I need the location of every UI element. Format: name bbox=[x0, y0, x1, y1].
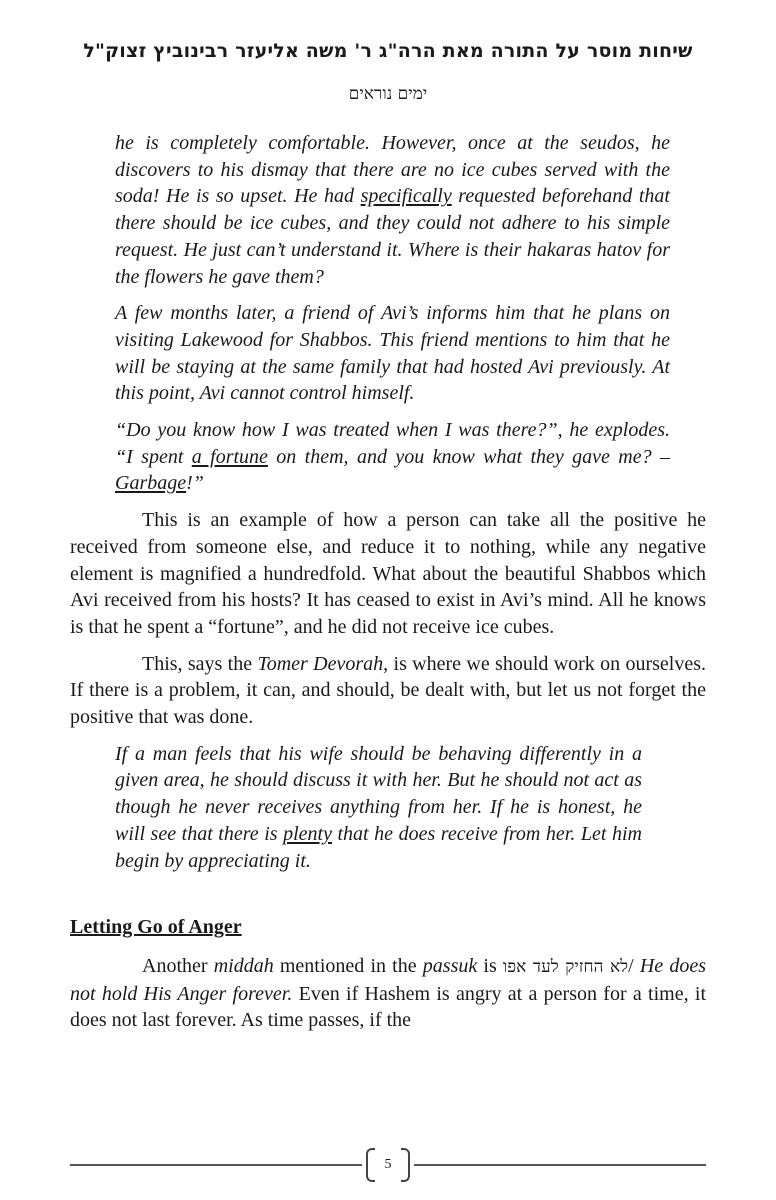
underlined-phrase: a fortune bbox=[191, 445, 268, 468]
hebrew-quote: לא החזיק לעד אפו bbox=[502, 956, 629, 977]
section-heading: Letting Go of Anger bbox=[70, 916, 242, 939]
right-bracket-icon bbox=[401, 1148, 410, 1182]
underlined-word: plenty bbox=[283, 822, 332, 845]
body-paragraph-3: Another middah mentioned in the passuk is לא החזיק לעד אפו/ He does not hold His Anger forever. Even if Hashem is angry at a person for a time, it does not last forever. As time passes, if the bbox=[70, 954, 706, 1032]
footer-rule-right bbox=[414, 1164, 706, 1166]
footer-rule-left bbox=[70, 1164, 362, 1166]
underlined-word: specifically bbox=[360, 185, 452, 208]
translation-italic: He does not hold His Anger forever. bbox=[70, 954, 706, 1005]
page-number-box bbox=[366, 1148, 410, 1182]
left-bracket-icon bbox=[366, 1148, 375, 1182]
page-body bbox=[70, 130, 706, 1044]
running-header-subtitle: ימים נוראים bbox=[348, 84, 428, 104]
quote-paragraph-1: he is completely comfortable. However, once at the seudos, he discovers to his dismay that there are no ice cubes served with the soda! He is so upset. He had specifically requested beforehand that there should be ice cubes, and they could not adhere to his simple request. He just can’t understand it. Where is their hakaras hatov for the flowers he gave them? bbox=[115, 132, 670, 288]
quote-paragraph-3: “Do you know how I was treated when I was there?”, he explodes. “I spent a fortune on them, and you know what they gave me? – Garbage!” bbox=[115, 419, 670, 495]
page-footer bbox=[70, 1148, 706, 1182]
quote-paragraph-4: If a man feels that his wife should be behaving differently in a given area, he should discuss it with her. But he should not act as though he never receives anything from her. If he is honest, he will see that there is plenty that he does receive from her. Let him begin by appreciating it. bbox=[115, 742, 642, 872]
book-title: Tomer Devorah bbox=[257, 652, 384, 675]
page-number: 5 bbox=[384, 1157, 392, 1172]
body-paragraph-2: This, says the Tomer Devorah, is where we should work on ourselves. If there is a problem, it can, and should, be dealt with, but let us not forget the positive that was done. bbox=[70, 652, 707, 729]
underlined-word: Garbage bbox=[115, 472, 187, 495]
quote-paragraph-2: A few months later, a friend of Avi’s informs him that he plans on visiting Lakewood for Shabbos. This friend mentions to him that he will be staying at the same family that had hosted Avi previously. At this point, Avi cannot control himself. bbox=[115, 302, 670, 405]
running-header-title: שיחות מוסר על התורה מאת הרה"ג ר' משה אליעזר רבינוביץ זצוק"ל bbox=[83, 40, 693, 62]
body-paragraph-1: This is an example of how a person can take all the positive he received from someone else, and reduce it to nothing, while any negative element is magnified a hundredfold. What about the beautiful Shabbos which Avi received from his hosts? It has ceased to exist in Avi’s mind. All he knows is that he spent a “fortune”, and he did not receive ice cubes. bbox=[70, 509, 706, 638]
